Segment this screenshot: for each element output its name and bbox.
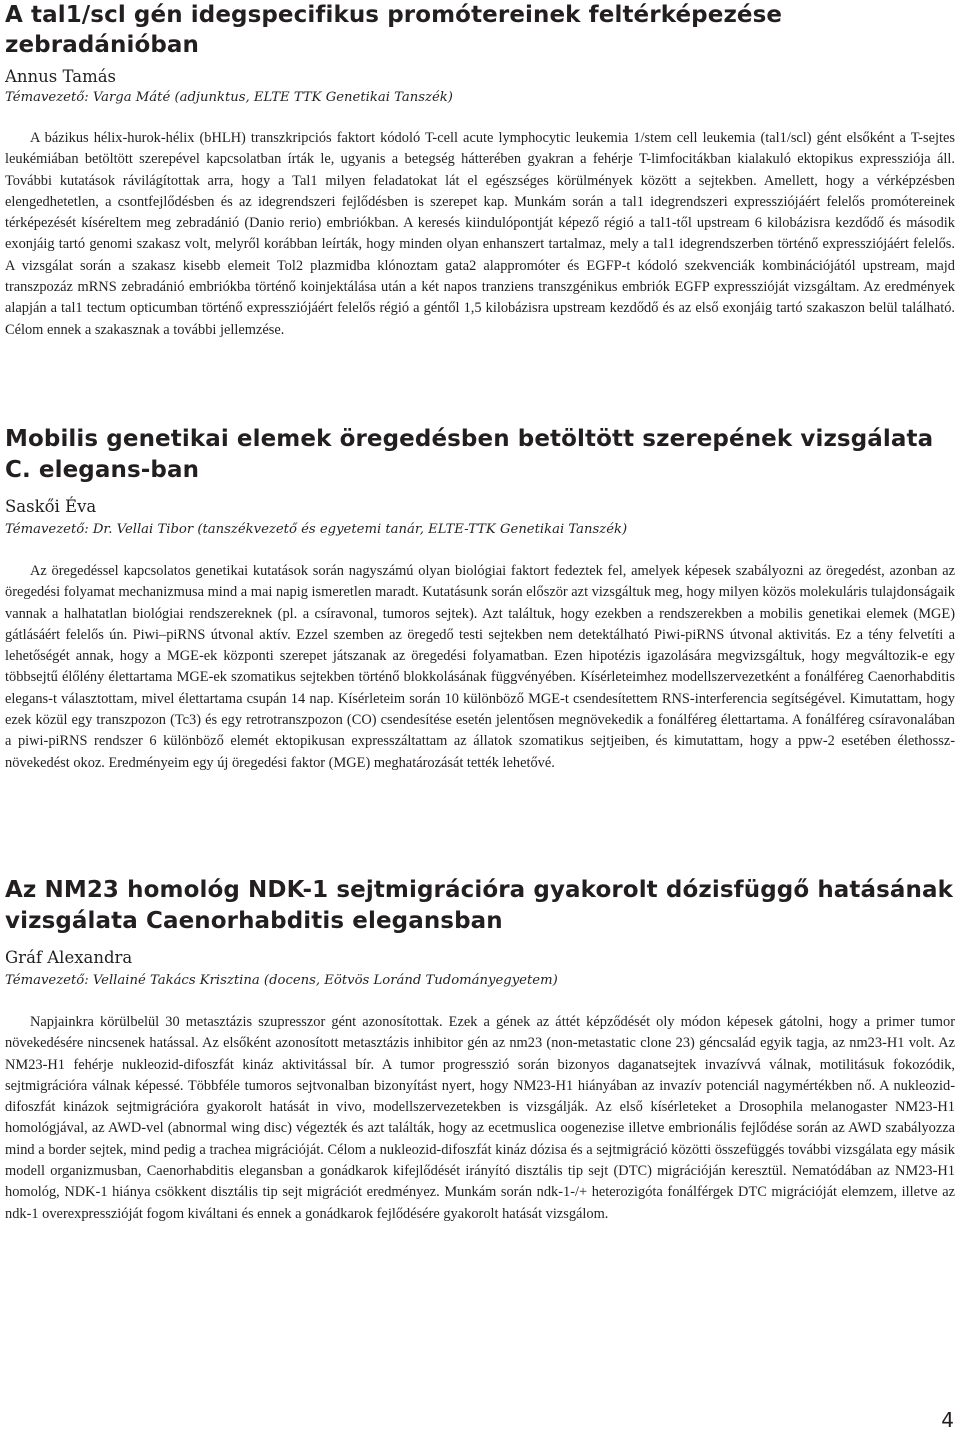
article-supervisor: Témavezető: Dr. Vellai Tibor (tanszékvezető és egyetemi tanár, ELTE-TTK Genetikai Tanszék) — [5, 522, 628, 537]
article-author: Gráf Alexandra — [5, 948, 133, 967]
article-1 — [5, 0, 955, 341]
article-title: Az NM23 homológ NDK-1 sejtmigrációra gyakorolt dózisfüggő hatásának vizsgálata Caenorhabditis elegansban — [5, 877, 954, 934]
article-title: Mobilis genetikai elemek öregedésben betöltött szerepének vizsgálata C. elegans-ban — [5, 426, 934, 483]
article-abstract: A bázikus hélix-hurok-hélix (bHLH) transzkripciós faktort kódoló T-cell acute lymphocytic leukemia 1/stem cell leukemia (tal1/scl) gént elsőként a T-sejtes leukémiában betöltött szerepével kapcsolatban írták le, ugyanis a betegség hátterében gyakran a fehérje T-limfocitákban kialakuló ektopikus expressziója áll. További kutatások rávilágítottak arra, hogy a Tal1 milyen feladatokat lát el egészséges körülmények között a sejtekben. Amellett, hogy a vérképzésben elengedhetetlen, a csontfejlődésben és az idegrendszeri fejlődésben is szerepet kap. Munkám során a tal1 idegrendszeri expressziójáért felelős promótereinek térképezését kíséreltem meg zebradánió (Danio rerio) embriókban. A keresés kiindulópontját képező régió a tal1-től upstream 6 kilobázisra kezdődő és második exonjáig tartó genomi szakasz volt, melyről korábban leírták, hogy minden olyan enhanszert tartalmaz, mely a tal1 idegrendszerben történő expressziójáért felelős. A vizsgálat során a szakasz kisebb elemeit Tol2 plazmidba klónoztam gata2 alappromóter és EGFP-t kódoló szekvenciák kombinációjától upstream, majd transzpozáz mRNS zebradánió embriókba történő koinjektálása után a két napos tranziens transzgénikus embriók EGFP expresszióját vizsgáltam. Az eredmények alapján a tal1 tectum opticumban történő expressziójáért felelős régió a géntől 1,5 kilobázisra upstream kezdődő és az első exonjáig tartó szakaszon belül található. Célom ennek a szakasznak a további jellemzése. — [5, 130, 955, 338]
page-number: 4 — [941, 1408, 954, 1432]
article-title: A tal1/scl gén idegspecifikus promótereinek feltérképezése zebradánióban — [5, 2, 783, 58]
article-author: Annus Tamás — [5, 67, 117, 86]
article-3 — [5, 875, 955, 1225]
article-abstract: Az öregedéssel kapcsolatos genetikai kutatások során nagyszámú olyan biológiai faktort fedeztek fel, amelyek képesek szabályozni az öregedést, azonban az öregedési folyamat mechanizmusa mind a mai napig ismeretlen maradt. Kutatásunk során először azt vizsgáltuk meg, hogy milyen közös molekuláris tulajdonságaik vannak a halhatatlan biológiai rendszereknek (pl. a csíravonal, tumoros sejtek). Azt találtuk, hogy ezekben a rendszerekben a mobilis genetikai elemek (MGE) gátlásáért felelős ún. Piwi–piRNS útvonal aktív. Ezzel szemben az öregedő testi sejtekben nem detektálható Piwi-piRNS útvonal aktivitás. Ez a tény felvetíti a lehetőségét annak, hogy a MGE-ek központi szerepet játszanak az öregedési folyamatban. Ezen hipotézis igazolására megvizsgáltuk, hogy megváltozik-e egy többsejtű élőlény élettartama MGE-ek szomatikus sejtekben történő blokkolásának függvényében. Kísérleteimhez modellszervezetként a fonálféreg Caenorhabditis elegans-t választottam, mivel élettartama csupán 14 nap. Kísérleteim során 10 különböző MGE-t csendesítettem RNS-interferencia segítségével. Kimutattam, hogy ezek közül egy transzpozon (Tc3) és egy retrotranszpozon (CO) csendesítése esetén jelentősen megnövekedik a fonálféreg élettartama. A fonálféreg csíravonalában a piwi-piRNS rendszer 6 különböző elemét ektopikusan expresszáltattam az állatok szomatikus sejtjeiben, és kimutattam, hogy a ppw-2 esetében élethossz-növekedést okoz. Eredményeim egy új öregedési faktor (MGE) meghatározását tették lehetővé. — [5, 563, 955, 771]
article-supervisor: Témavezető: Vellainé Takács Krisztina (docens, Eötvös Loránd Tudományegyetem) — [5, 973, 558, 988]
article-2 — [5, 424, 955, 774]
article-abstract: Napjainkra körülbelül 30 metasztázis szupresszor gént azonosítottak. Ezek a gének az áttét képződését oly módon képesek gátolni, hogy a primer tumor növekedésére nincsenek hatással. Az elsőként azonosított metasztázis inhibitor gén az nm23 (non-metastatic clone 23) géncsalád egyik tagja, az nm23-H1 volt. Az NM23-H1 fehérje nukleozid-difoszfát kináz aktivitással bír. A tumor progresszió során bizonyos daganatsejtek invazívvá válnak, motilitásuk fokozódik, sejtmigrációra válnak képessé. Többféle tumoros sejtvonalban bizonyítást nyert, hogy NM23-H1 hiányában az invazív potenciál nagymértékben nő. A nukleozid-difoszfát kinázok sejtmigrációra gyakorolt hatását in vivo, modellszervezetekben is vizsgálják. Az első kísérleteket a Drosophila melanogaster NM23-H1 homológjával, az AWD-vel (abnormal wing disc) végezték és azt találták, hogy az ecetmuslica oogenezise illetve embrionális fejlődése során az AWD szabályozza mind a border sejtek, mind pedig a trachea migrációját. Célom a nukleozid-difoszfát kináz dózisa és a sejtmigráció közötti összefüggés további vizsgálata egy másik modell organizmusban, Caenorhabditis elegansban a gonádkarok kifejlődését irányító disztális tip sejt (DTC) migrációján keresztül. Nematódában az NM23-H1 homológ, NDK-1 hiánya csökkent disztális tip sejt migrációt eredményez. Munkám során ndk-1-/+ heterozigóta fonálférgek DTC migrációját elemzem, illetve az ndk-1 overexpresszióját fogom kiváltani és ennek a gonádkarok fejlődésére gyakorolt hatását vizsgálom. — [5, 1014, 955, 1222]
article-supervisor: Témavezető: Varga Máté (adjunktus, ELTE TTK Genetikai Tanszék) — [5, 90, 453, 105]
article-author: Saskői Éva — [5, 497, 97, 516]
